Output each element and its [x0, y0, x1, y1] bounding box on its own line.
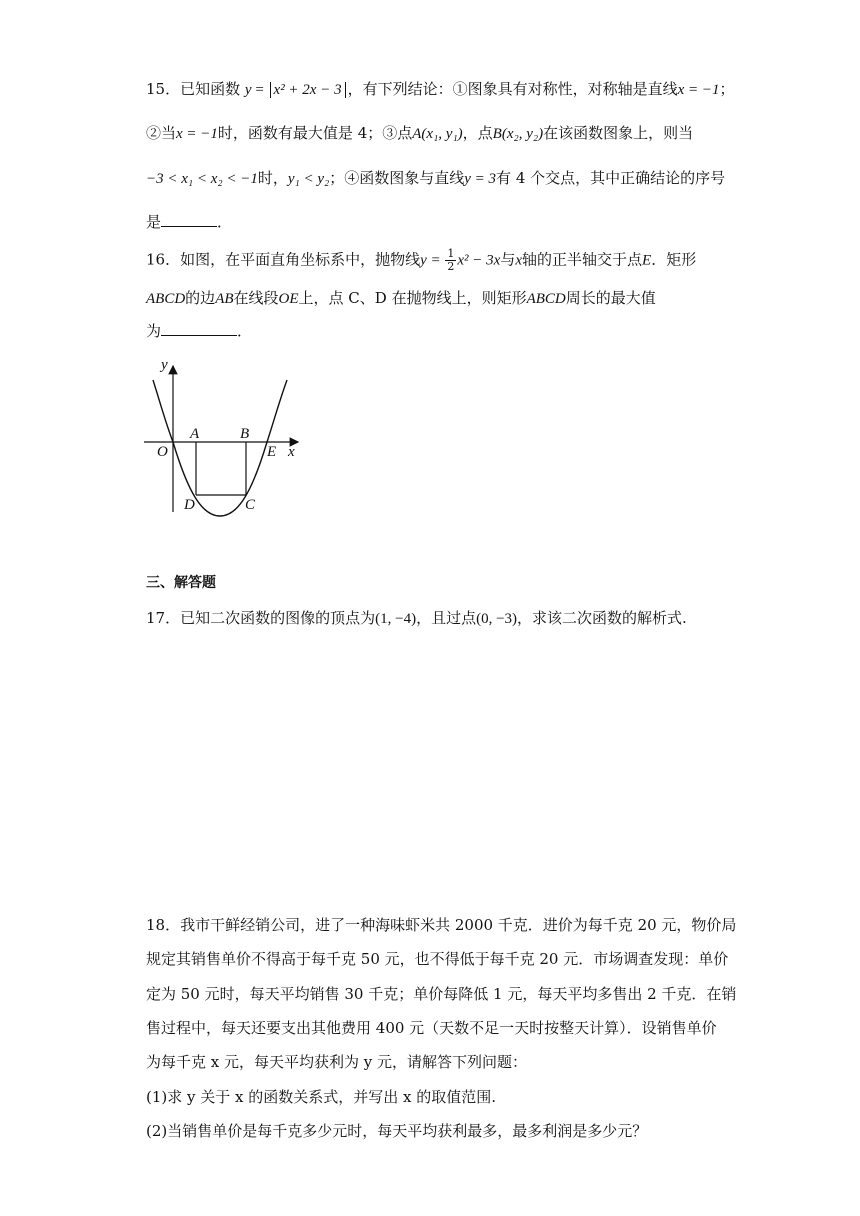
q15-point-a: A(x₁, y₁): [412, 126, 463, 142]
q15-intro: 已知函数: [180, 80, 241, 98]
q15-inequality: −3 < x₁ < x₂ < −1: [146, 171, 258, 187]
q16-line-1: [146, 248, 696, 273]
q16-text-3: 轴的正半轴交于点: [522, 250, 643, 269]
q16-text-perimeter: 周长的最大值: [565, 289, 656, 307]
q16-parabola-figure: [140, 352, 310, 522]
q16-text-4: ．矩形: [651, 250, 697, 269]
q15-c4-text-2: 有 4 个交点，其中正确结论的序号: [496, 169, 726, 187]
q16-text-segment: 在线段: [233, 289, 279, 307]
q16-frac-den: 2: [447, 260, 455, 273]
q18-line-5: 为每千克 x 元，每天平均获利为 y 元，请解答下列问题：: [146, 1053, 528, 1071]
q15-number: 15．: [146, 80, 181, 98]
label-a: A: [190, 426, 200, 442]
q16-text-wei: 为: [146, 322, 162, 340]
q17-text-1: 已知二次函数的图像的顶点为: [180, 609, 376, 627]
q16-parabola-rest: x² − 3x: [457, 252, 501, 269]
q15-line-4: [146, 211, 232, 233]
q15-fn-abs-expr: x² + 2x − 3: [270, 82, 346, 98]
q16-line-3: [146, 320, 252, 342]
q17-point: (0, −3): [476, 611, 518, 627]
q16-segment-oe: OE: [278, 291, 299, 307]
label-o: O: [157, 444, 168, 460]
q17-number: 17．: [146, 609, 181, 627]
q15-text-mid: ，点: [462, 124, 493, 142]
q15-ending: 是: [146, 213, 162, 231]
q18-subquestion-2: (2)当销售单价是每千克多少元时，每天平均获利最多，最多利润是多少元？: [146, 1122, 648, 1140]
q16-period: ．: [237, 322, 253, 340]
label-y: y: [161, 357, 168, 373]
q16-x-var: x: [515, 252, 523, 269]
label-c: C: [245, 497, 256, 513]
q17-text-2: ，且过点: [416, 609, 477, 627]
q17-text-3: ，求该二次函数的解析式.: [517, 609, 687, 627]
q15-axis-eq: x = −1: [677, 82, 720, 98]
q15-c2-prefix: ②当: [146, 124, 177, 142]
q16-rect-name: ABCD: [146, 291, 186, 307]
q15-text-conclusion-1: ，有下列结论：①图象具有对称性，对称轴是直线: [347, 80, 678, 98]
q15-line-2: [146, 122, 693, 145]
q16-point-e: E: [642, 252, 652, 269]
label-e: E: [267, 444, 277, 460]
q18-line-1: 18．我市干鲜经销公司，进了一种海味虾米共 2000 千克．进价为每千克 20 元，物价局: [146, 916, 737, 934]
q15-c2-cond: x = −1: [176, 126, 218, 142]
q16-text-points: 上，点 C、D 在抛物线上，则矩形: [298, 289, 527, 307]
q16-rect-name-2: ABCD: [526, 291, 566, 307]
q17-vertex: (1, −4): [375, 611, 417, 627]
q15-c2-text: 时，函数有最大值是 4；③点: [217, 124, 413, 142]
q15-fn-y: y: [244, 82, 252, 98]
label-x: x: [288, 444, 295, 460]
q15-inequality-2: y₁ < y₂: [287, 171, 330, 187]
q16-answer-blank[interactable]: [161, 321, 237, 336]
q15-line-1: [146, 78, 735, 101]
q15-point-b: B(x₂, y₂): [492, 126, 544, 142]
q16-text-1: 如图，在平面直角坐标系中，抛物线: [180, 250, 421, 269]
q15-period: ．: [217, 213, 233, 231]
q16-line-2: [146, 287, 656, 310]
q16-side-ab: AB: [215, 291, 234, 307]
q15-line-eq: y = 3: [464, 171, 497, 187]
q15-text-on-graph: 在该函数图象上，则当: [543, 124, 694, 142]
q15-fn-eq: =: [251, 82, 268, 98]
label-b: B: [240, 426, 250, 442]
q16-text-2: 与: [500, 250, 516, 269]
q15-c4-text: ；④函数图象与直线: [329, 169, 465, 187]
q16-fraction: [445, 248, 456, 273]
section-heading: 三、解答题: [146, 575, 216, 591]
q18-line-4: 售过程中，每天还要支出其他费用 400 元（天数不足一天时按整天计算）．设销售单价: [146, 1019, 717, 1037]
q16-number: 16．: [146, 250, 181, 269]
q16-frac-num: 1: [447, 247, 455, 260]
q18-line-3: 定为 50 元时，每天平均销售 30 千克；单价每降低 1 元，每天平均多售出 2 千克．在销: [146, 985, 737, 1003]
q17-line-1: [146, 607, 687, 630]
q15-text-when: 时，: [257, 169, 288, 187]
q15-semicolon: ；: [719, 80, 735, 98]
q15-line-3: [146, 167, 725, 190]
q18-subquestion-1: (1)求 y 关于 x 的函数关系式，并写出 x 的取值范围.: [146, 1088, 497, 1106]
q18-line-2: 规定其销售单价不得高于每千克 50 元，也不得低于每千克 20 元．市场调查发现：单价: [146, 950, 729, 968]
label-d: D: [184, 497, 195, 513]
q16-text-side: 的边: [185, 289, 216, 307]
q16-parabola-y: y =: [420, 252, 445, 269]
q15-answer-blank[interactable]: [161, 212, 217, 227]
